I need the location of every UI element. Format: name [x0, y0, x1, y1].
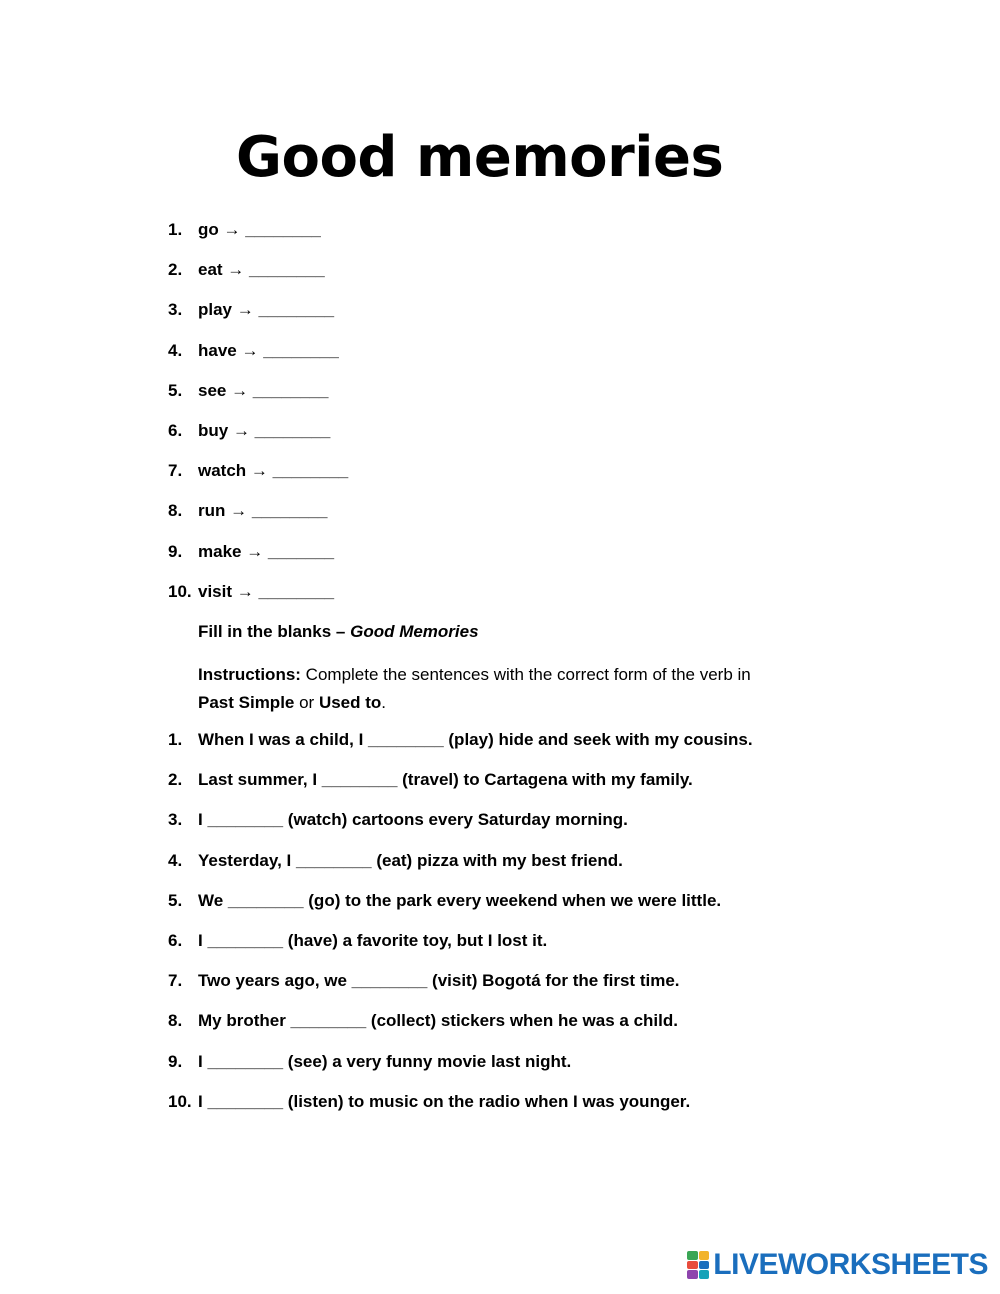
sentence-item-text: My brother ________ (collect) stickers when he was a child.: [198, 1011, 678, 1031]
page-title: Good memories: [236, 125, 724, 190]
verb-item-text: go → ________: [198, 220, 321, 239]
logo-icon-block: [687, 1251, 698, 1260]
verb-item: [168, 219, 348, 259]
instructions: [198, 661, 858, 717]
sentence-item-text: Last summer, I ________ (travel) to Cartagena with my family.: [198, 770, 693, 790]
verb-item-text: visit → ________: [198, 581, 335, 601]
sentence-item-text: I ________ (see) a very funny movie last night.: [198, 1051, 572, 1071]
verb-item: [168, 541, 348, 581]
sentence-item: [168, 970, 753, 1010]
verb-item-text: watch → ________: [198, 461, 349, 481]
instructions-option-past-simple: Past Simple: [198, 693, 295, 712]
verb-item-text: buy → ________: [198, 420, 331, 440]
verb-item: [168, 380, 348, 420]
verb-item-number: 10.: [168, 581, 192, 601]
verb-item: [168, 340, 348, 380]
sentence-item-number: 3.: [168, 810, 183, 830]
logo-icon-block: [699, 1261, 710, 1270]
sentence-item-number: 9.: [168, 1051, 183, 1071]
sentence-item-text: I ________ (have) a favorite toy, but I lost it.: [198, 930, 548, 950]
sentence-item-number: 1.: [168, 730, 183, 749]
verb-item-number: 4.: [168, 340, 183, 360]
instructions-end: .: [381, 693, 387, 712]
sentence-item-text: When I was a child, I ________ (play) hide and seek with my cousins.: [198, 730, 753, 749]
sentence-item-number: 8.: [168, 1011, 183, 1031]
sentence-item: [168, 1010, 753, 1050]
liveworksheets-logo-icon: [687, 1251, 709, 1279]
verb-item-number: 3.: [168, 300, 183, 320]
sentence-item: [168, 769, 753, 809]
verb-item: [168, 581, 348, 621]
instructions-text: Complete the sentences with the correct form of the verb in: [300, 665, 751, 684]
logo-icon-block: [687, 1261, 698, 1270]
verb-item-number: 8.: [168, 501, 183, 521]
verb-item-number: 9.: [168, 541, 183, 561]
sentence-item-number: 5.: [168, 890, 183, 910]
sentence-item-number: 10.: [168, 1091, 192, 1111]
logo-icon-block: [699, 1270, 710, 1279]
liveworksheets-logo-text: LIVEWORKSHEETS: [713, 1248, 988, 1281]
verb-list: [168, 219, 348, 621]
sentence-item: [168, 890, 753, 930]
sentence-item: [168, 1051, 753, 1091]
sentence-item: [168, 850, 753, 890]
sentence-item: [168, 930, 753, 970]
sentence-item-text: I ________ (listen) to music on the radio when I was younger.: [198, 1091, 691, 1111]
sentence-item: [168, 729, 753, 769]
verb-item: [168, 420, 348, 460]
instructions-label: Instructions:: [198, 665, 301, 684]
fill-in-heading-main: Fill in the blanks –: [198, 622, 351, 641]
verb-item: [168, 259, 348, 299]
verb-item-number: 5.: [168, 380, 183, 400]
verb-item-number: 7.: [168, 461, 183, 481]
verb-item-number: 2.: [168, 260, 183, 280]
verb-item-text: play → ________: [198, 300, 335, 320]
verb-item-text: see → ________: [198, 380, 329, 400]
sentence-item-text: Two years ago, we ________ (visit) Bogotá for the first time.: [198, 971, 680, 991]
liveworksheets-logo: [687, 1248, 988, 1282]
logo-icon-block: [699, 1251, 710, 1260]
sentence-item-number: 6.: [168, 930, 183, 950]
sentence-item-text: We ________ (go) to the park every weekend when we were little.: [198, 890, 722, 910]
verb-item-text: have → ________: [198, 340, 339, 360]
verb-item: [168, 460, 348, 500]
sentence-list: [168, 729, 753, 1131]
fill-in-heading: [198, 621, 479, 643]
verb-item-number: 1.: [168, 220, 183, 239]
verb-item-text: make → _______: [198, 541, 335, 561]
sentence-item-text: Yesterday, I ________ (eat) pizza with my best friend.: [198, 850, 623, 870]
sentence-item: [168, 1091, 753, 1131]
sentence-item-number: 2.: [168, 770, 183, 790]
verb-item-text: eat → ________: [198, 260, 325, 280]
verb-item-text: run → ________: [198, 501, 328, 521]
sentence-item-number: 7.: [168, 971, 183, 991]
fill-in-heading-subtitle: Good Memories: [350, 622, 479, 641]
verb-item-number: 6.: [168, 420, 183, 440]
instructions-option-used-to: Used to: [318, 693, 382, 712]
verb-item: [168, 500, 348, 540]
sentence-item-text: I ________ (watch) cartoons every Saturday morning.: [198, 810, 628, 830]
sentence-item: [168, 809, 753, 849]
verb-item: [168, 299, 348, 339]
sentence-item-number: 4.: [168, 850, 183, 870]
logo-icon-block: [687, 1270, 698, 1279]
instructions-connector: or: [294, 693, 319, 712]
